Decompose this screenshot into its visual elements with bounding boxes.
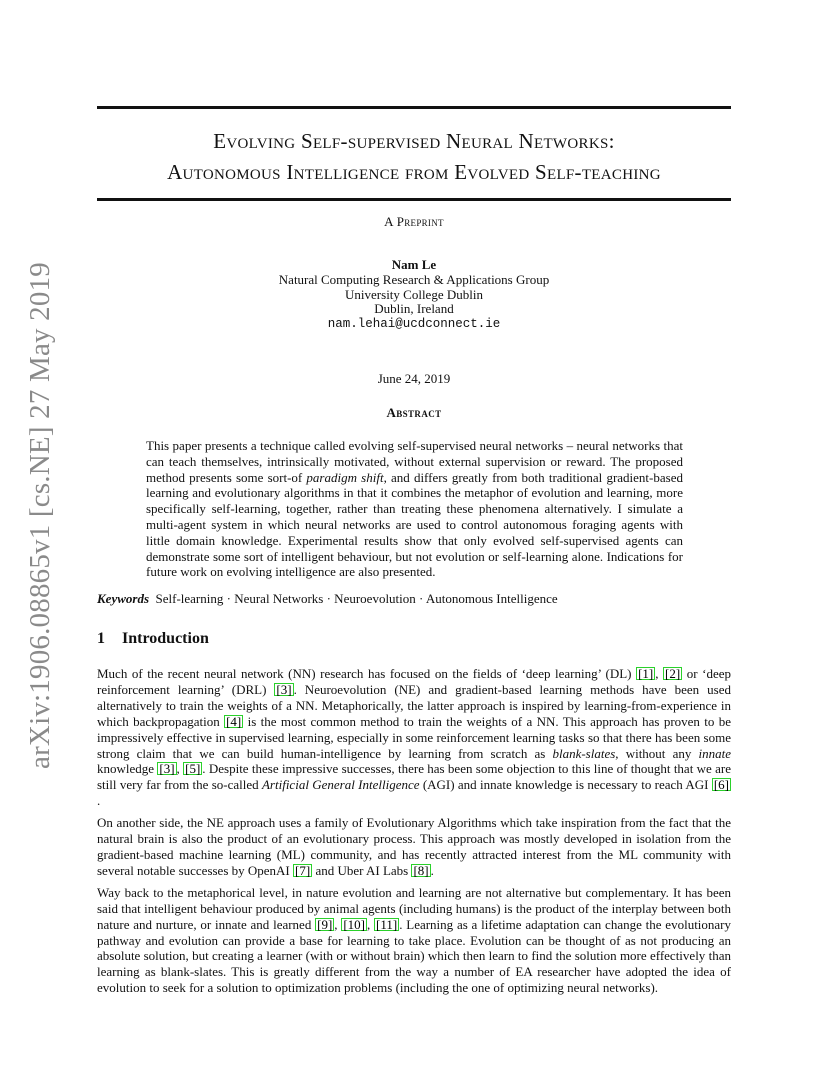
text-run: Much of the recent neural network (NN) research has focused on the fields of ‘deep learning’ (DL)	[97, 666, 637, 681]
title-rule-bottom	[97, 198, 731, 201]
author-block	[97, 258, 731, 332]
text-run: , without any	[615, 745, 699, 761]
title-rule-top	[97, 106, 731, 109]
text-run: . Learning as a lifetime adaptation can change the evolutionary pathway and evolution can provide a base for learning to take place. Evolution can be thought of as not producing an absolute solution, but creating a learner (with or without brain) which then learn to find the solution more effectively than learning as blank-slates. This is greatly different from the way a number of EA researcher have adopted the idea of evolution to seek for a solution to optimization problems (including the one of optimizing neural networks).	[97, 916, 732, 996]
text-run: ,	[367, 916, 375, 932]
text-run: (AGI) and innate knowledge is necessary to reach AGI	[419, 777, 712, 793]
citation-link[interactable]: [5]	[185, 761, 201, 777]
abstract-text-part: This paper presents a technique called evolving self-supervised neural networks – neural networks that can teach themselves, intrinsically motivated, without external supervision or reward. The proposed method presents some sort-of	[146, 438, 683, 485]
author-name: Nam Le	[391, 257, 437, 272]
citation-link[interactable]: [1]	[638, 666, 654, 681]
arxiv-identifier: arXiv:1906.08865v1 [cs.NE] 27 May 2019	[23, 261, 56, 769]
text-run: ,	[334, 916, 342, 932]
abstract-text-part: , and differs greatly from both traditional gradient-based learning and evolutionary algorithms in that it combines the metaphor of evolution and learning, more specifically self-learning, together, rather than treating these phenomena alternatively. I simulate a multi-agent system in which neural networks are used to control autonomous foraging agents with little domain knowledge. Experimental results show that only evolved self-supervised agents can demonstrate some sort of intelligent behaviour, but not evolution or self-learning alone. Indications for future work on evolving intelligence are also presented.	[146, 469, 683, 580]
author-affiliation-group: Natural Computing Research & Applications Group	[278, 271, 550, 287]
preprint-label: A Preprint	[384, 214, 444, 229]
text-run: or ‘deep reinforcement learning’ (DRL)	[97, 666, 731, 697]
citation-link[interactable]: [11]	[376, 916, 398, 932]
abstract-heading: Abstract	[386, 405, 442, 420]
emphasis: innate	[698, 745, 731, 761]
text-run: is the most common method to train the weights of a NN. This approach has proven to be impressively effective in supervised learning, especially in some reinforcement learning tasks so that there has been some strong claim that we can build human-intelligence by learning from scratch as	[97, 713, 731, 761]
citation-link[interactable]: [2]	[665, 666, 681, 681]
text-run: On another side, the NE approach uses a family of Evolutionary Algorithms which take inspiration from the fact that the natural brain is also the product of an evolutionary process. This approach was mostly developed in isolation from the gradient-based machine learning (ML) community, and has recently attracted interest from the ML community with several notable successes by OpenAI	[97, 815, 731, 878]
section-title: Introduction	[122, 630, 209, 647]
title-line-2: Autonomous Intelligence from Evolved Self-teaching	[167, 160, 661, 184]
citation-link[interactable]: [7]	[295, 862, 311, 878]
citation-link[interactable]: [3]	[276, 681, 292, 697]
citation-link[interactable]: [6]	[713, 777, 729, 793]
arxiv-sidebar	[18, 261, 62, 769]
emphasis: blank-slates	[552, 745, 616, 761]
author-affiliation-university: University College Dublin	[345, 286, 483, 302]
section-heading-introduction	[97, 630, 209, 648]
citation-link[interactable]: [9]	[317, 916, 333, 932]
paper-date: June 24, 2019	[377, 371, 451, 386]
paragraph-1	[97, 666, 731, 809]
citation-link[interactable]: [3]	[159, 761, 175, 777]
text-run: knowledge	[97, 761, 158, 777]
citation-link[interactable]: [10]	[343, 916, 365, 932]
text-run: .	[97, 793, 101, 809]
text-run: and Uber AI Labs	[312, 862, 412, 878]
paper-title	[97, 126, 731, 188]
author-affiliation-location: Dublin, Ireland	[374, 301, 454, 317]
introduction-body	[97, 666, 731, 1002]
text-run: Way back to the metaphorical level, in nature evolution and learning are not alternative but complementary. It has been said that intelligent behaviour produced by animal agents (including humans) is the product of the interplay between both nature and nurture, or innate and learned	[97, 884, 731, 932]
citation-link[interactable]: [4]	[226, 713, 242, 729]
text-run: . Despite these impressive successes, there has been some objection to this line of thought that we are still very far from the so-called	[97, 761, 731, 793]
citation-link[interactable]: [8]	[413, 862, 429, 878]
keywords-label: Keywords	[97, 591, 149, 606]
keywords-text: Self-learning · Neural Networks · Neuroevolution · Autonomous Intelligence	[155, 591, 558, 606]
abstract-text	[146, 438, 683, 580]
abstract-emphasis: paradigm shift	[306, 469, 384, 485]
emphasis: Artificial General Intelligence	[261, 777, 420, 793]
text-run: .	[430, 862, 434, 878]
author-email[interactable]: nam.lehai@ucdconnect.ie	[327, 317, 501, 332]
paragraph-2	[97, 815, 731, 879]
text-run: ,	[655, 666, 664, 681]
text-run: ,	[176, 761, 184, 777]
title-line-1: Evolving Self-supervised Neural Networks:	[213, 129, 615, 153]
text-run: . Neuroevolution (NE) and gradient-based learning methods have been used alternatively to train the weights of a NN. Metaphorically, the latter approach is inspired by learning-from-experience in which backpropagation	[97, 681, 731, 729]
paragraph-3	[97, 885, 731, 996]
section-number: 1	[97, 630, 105, 647]
keywords-line	[97, 591, 731, 607]
